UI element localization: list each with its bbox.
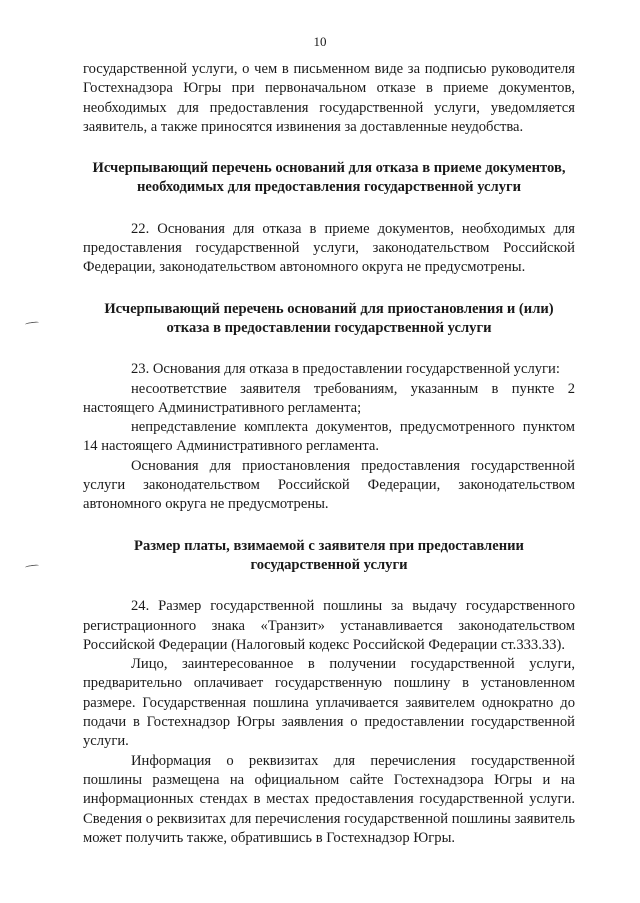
paragraph: 24. Размер государственной пошлины за выдачу государственного регистрационного знака «Транзит» устанавливается законодательством Российской Федерации (Налоговый кодекс Российской Федерации ст.333.33).: [83, 598, 575, 653]
document-body: [83, 60, 575, 848]
page-number: 10: [313, 34, 327, 49]
section-heading-fee: Размер платы, взимаемой с заявителя при предоставлении государственной услуги: [134, 537, 524, 573]
section-heading-suspension-refusal: Исчерпывающий перечень оснований для приостановления и (или) отказа в предоставлении государственной услуги: [104, 300, 554, 336]
section-heading-refusal-acceptance: Исчерпывающий перечень оснований для отказа в приеме документов, необходимых для предоставления государственной услуги: [92, 160, 566, 196]
paragraph: несоответствие заявителя требованиям, указанным в пункте 2 настоящего Административного регламента;: [83, 380, 575, 416]
paragraph: 22. Основания для отказа в приеме документов, необходимых для предоставления государственной услуги, законодательством Российской Федерации, законодательством автономного округа не предусмотрены.: [83, 220, 575, 276]
paragraph: Лицо, заинтересованное в получении государственной услуги, предварительно оплачивает государственную пошлину в установленном размере. Государственная пошлина уплачивается заявителем однократно до подачи в Гостехнадзор Югры заявления о предоставлении государственной услуги.: [83, 656, 575, 750]
paragraph: 23. Основания для отказа в предоставлении государственной услуги:: [131, 361, 560, 378]
paragraph: Основания для приостановления предоставления государственной услуги законодательством Российской Федерации, законодательством автономного округа не предусмотрены.: [83, 457, 575, 513]
paragraph: государственной услуги, о чем в письменном виде за подписью руководителя Гостехнадзора Югры при первоначальном отказе в приеме документов, необходимых для предоставления государственной услуги, уведомляется заявитель, а также приносятся извинения за доставленные неудобства.: [83, 61, 575, 135]
paragraph: непредставление комплекта документов, предусмотренного пунктом 14 настоящего Административного регламента.: [83, 419, 575, 455]
margin-mark: [25, 564, 39, 569]
margin-mark: [25, 321, 39, 326]
paragraph: Информация о реквизитах для перечисления государственной пошлины размещена на официальном сайте Гостехнадзора Югры и на информационных стендах в местах предоставления государственной услуги. Сведения о реквизитах для перечисления государственной пошлины заявитель может получить также, обратившись в Гостехнадзор Югры.: [83, 752, 575, 846]
